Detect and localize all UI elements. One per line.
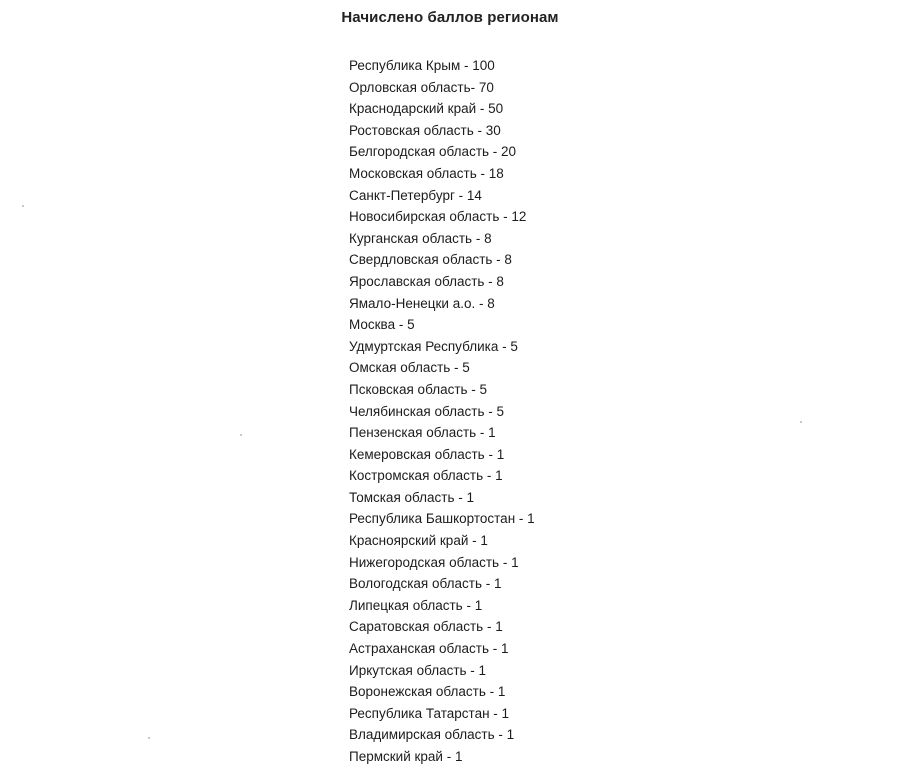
list-item: Новосибирская область - 12 [349, 209, 527, 225]
list-item: Белгородская область - 20 [349, 144, 517, 160]
list-item: Омская область - 5 [349, 360, 470, 376]
list-item: Курганская область - 8 [349, 230, 492, 246]
list-item: Воронежская область - 1 [349, 684, 506, 700]
list-item: Краснодарский край - 50 [349, 101, 504, 117]
list-item: Москва - 5 [349, 317, 415, 333]
list-item: Томская область - 1 [349, 489, 474, 505]
list-item: Костромская область - 1 [349, 468, 503, 484]
list-item: Орловская область- 70 [349, 79, 494, 95]
list-item: Псковская область - 5 [349, 381, 488, 397]
list-item: Владимирская область - 1 [349, 727, 515, 743]
list-item: Астраханская область - 1 [349, 641, 509, 657]
scan-speck [22, 205, 24, 207]
list-item: Свердловская область - 8 [349, 252, 512, 268]
list-item: Липецкая область - 1 [349, 597, 483, 613]
list-item: Ямало-Ненецки а.о. - 8 [349, 295, 495, 311]
scan-speck [148, 737, 150, 739]
list-item: Кемеровская область - 1 [349, 446, 505, 462]
list-item: Иркутская область - 1 [349, 662, 487, 678]
list-item: Ярославская область - 8 [349, 273, 504, 289]
list-item: Удмуртская Республика - 5 [349, 338, 518, 354]
scan-speck [800, 421, 802, 423]
list-item: Республика Татарстан - 1 [349, 705, 510, 721]
scan-speck [240, 434, 242, 436]
list-item: Пензенская область - 1 [349, 425, 496, 441]
list-item: Ростовская область - 30 [349, 122, 501, 138]
list-item: Челябинская область - 5 [349, 403, 504, 419]
list-item: Саратовская область - 1 [349, 619, 503, 635]
list-item: Красноярский край - 1 [349, 533, 488, 549]
regions-list [349, 55, 535, 768]
document-title: Начислено баллов регионам [341, 9, 559, 26]
list-item: Московская область - 18 [349, 165, 504, 181]
list-item: Пермский край - 1 [349, 749, 463, 764]
list-item: Республика Крым - 100 [349, 58, 495, 73]
list-item: Республика Башкортостан - 1 [349, 511, 535, 527]
list-item: Нижегородская область - 1 [349, 554, 519, 570]
list-item: Санкт-Петербург - 14 [349, 187, 482, 203]
list-item: Вологодская область - 1 [349, 576, 502, 592]
